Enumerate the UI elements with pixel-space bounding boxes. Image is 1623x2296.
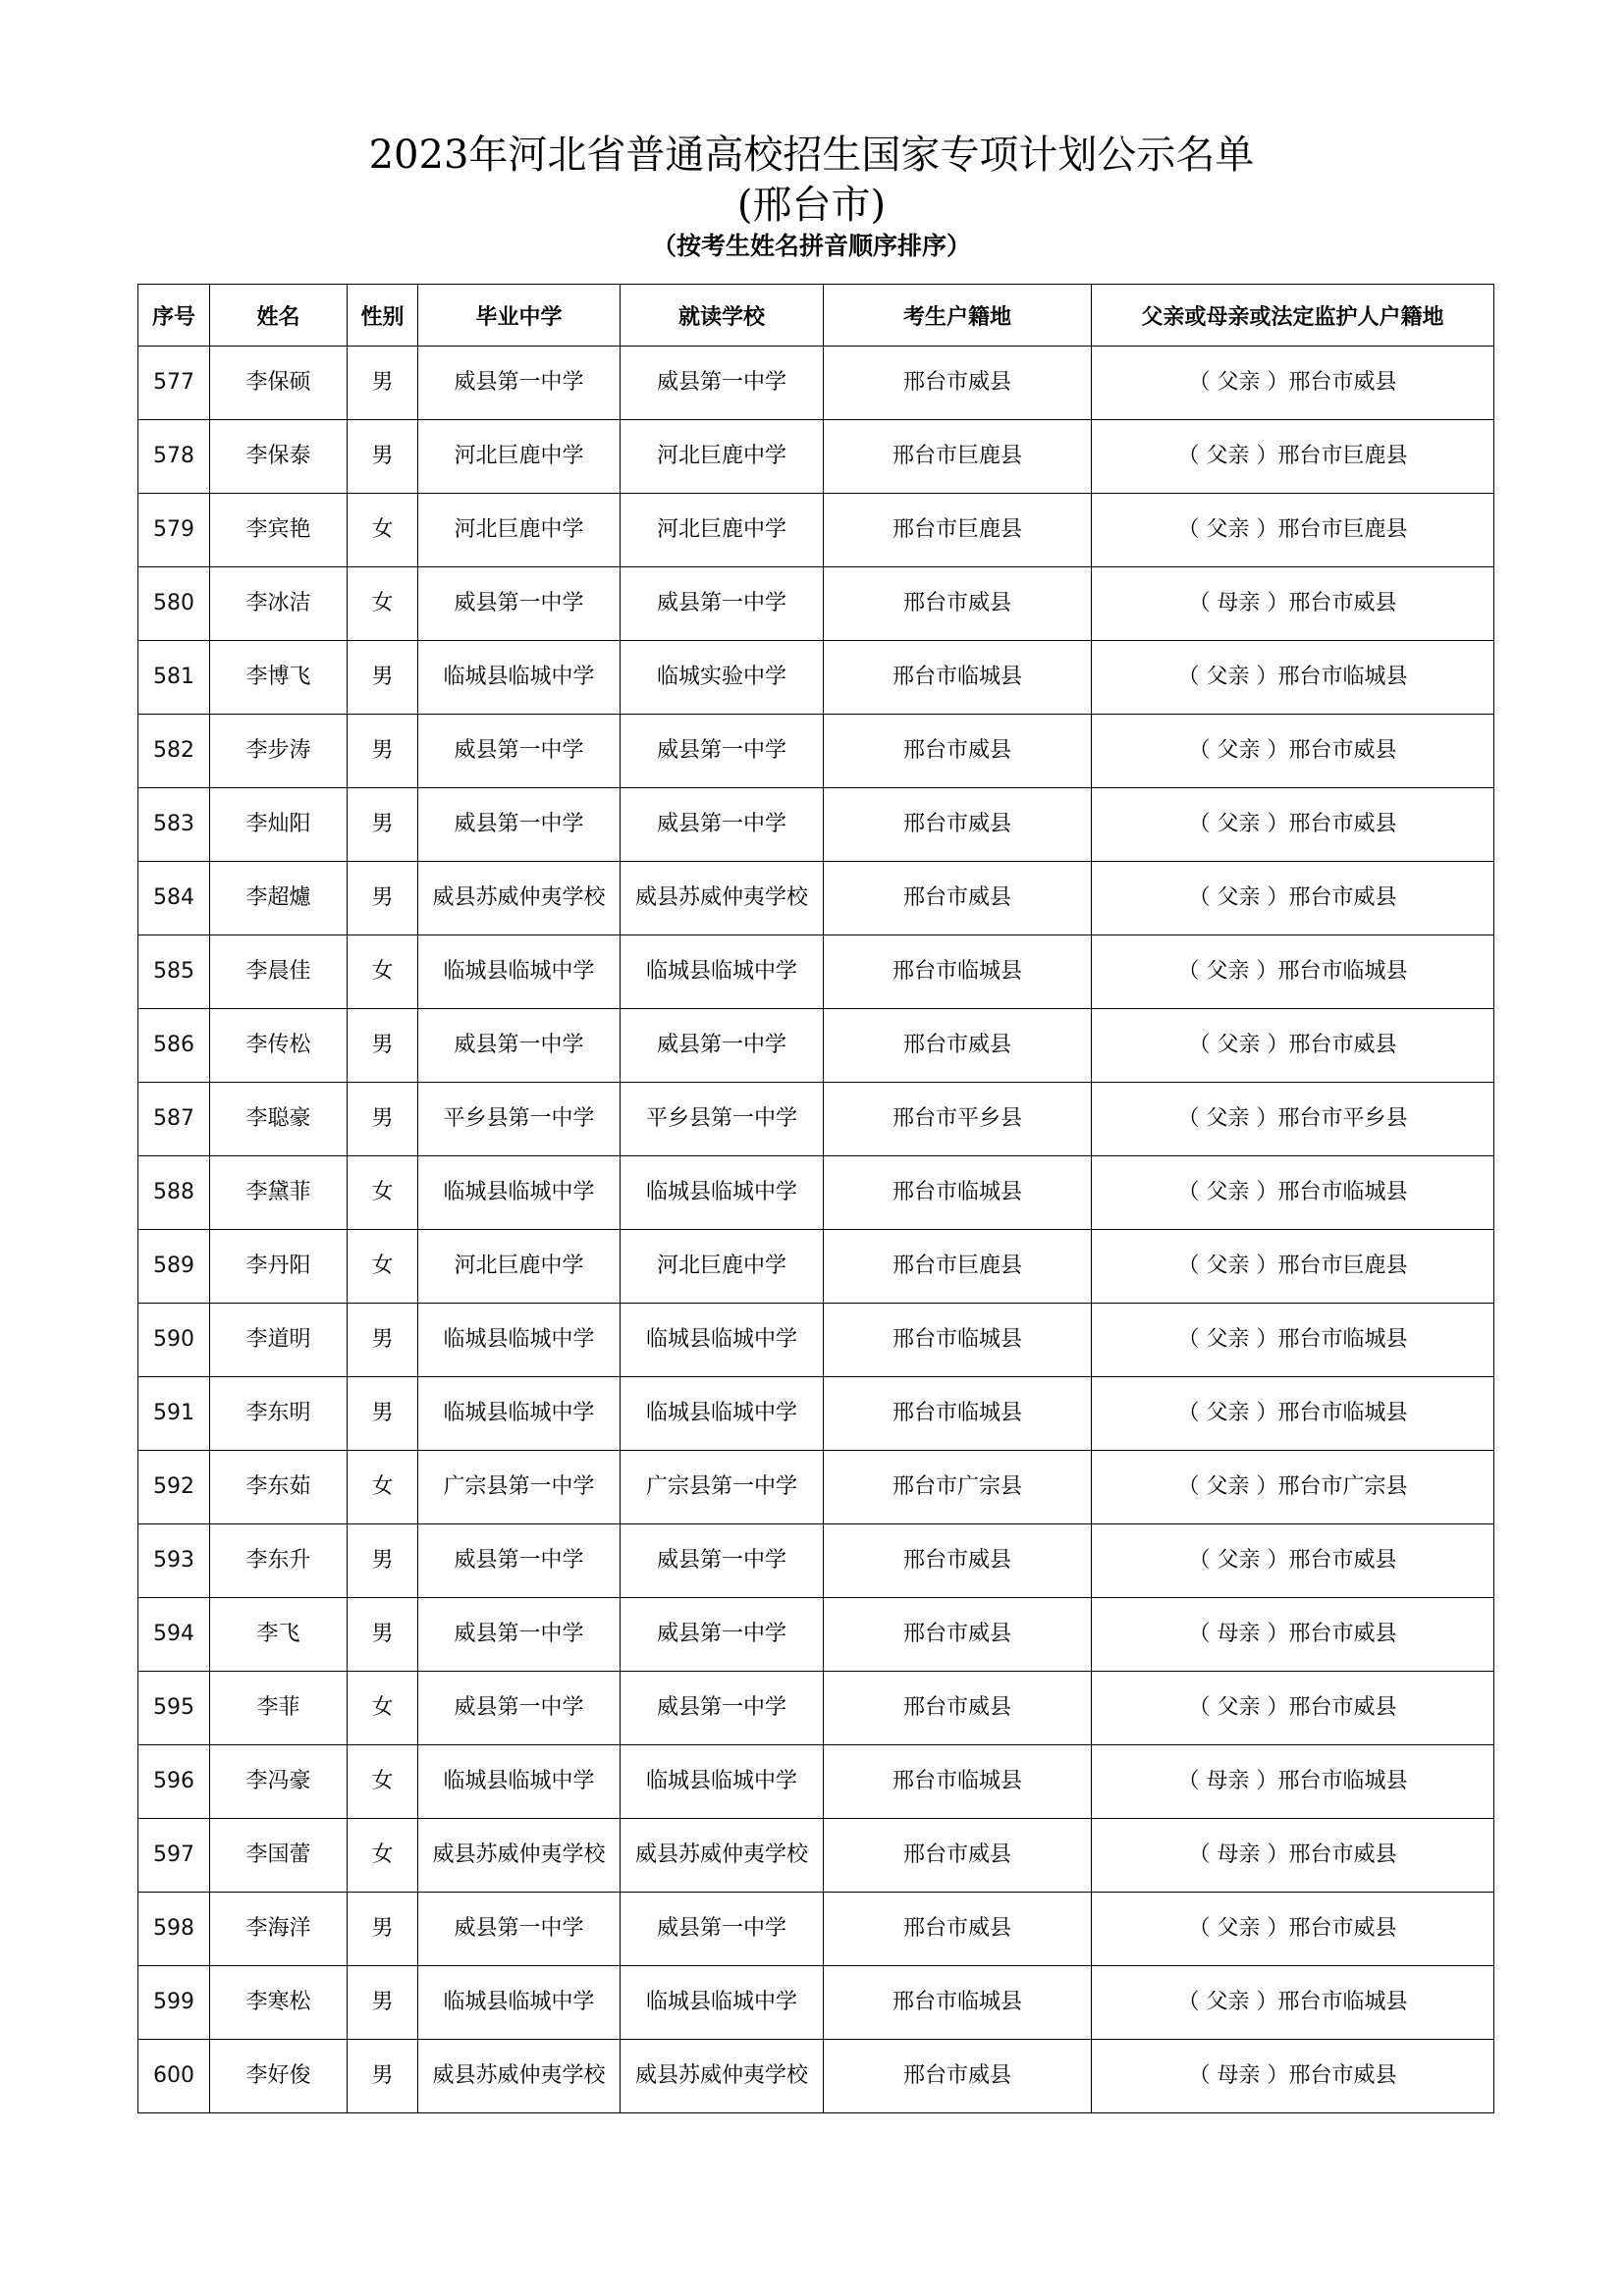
- cell-gender: 女: [348, 1451, 418, 1524]
- cell-gender: 男: [348, 1598, 418, 1672]
- cell-student-hukou: 邢台市临城县: [824, 1745, 1092, 1819]
- cell-gender: 男: [348, 347, 418, 420]
- cell-graduated-school: 威县第一中学: [418, 715, 621, 788]
- cell-gender: 男: [348, 715, 418, 788]
- cell-student-hukou: 邢台市威县: [824, 1672, 1092, 1745]
- table-row: [138, 1819, 1494, 1893]
- cell-graduated-school: 威县第一中学: [418, 1524, 621, 1598]
- table-row: [138, 862, 1494, 935]
- cell-seq: 593: [138, 1524, 210, 1598]
- table-row: [138, 420, 1494, 494]
- cell-seq: 590: [138, 1304, 210, 1377]
- cell-current-school: 临城县临城中学: [621, 1377, 824, 1451]
- cell-graduated-school: 威县第一中学: [418, 1672, 621, 1745]
- cell-gender: 男: [348, 1304, 418, 1377]
- cell-gender: 男: [348, 1524, 418, 1598]
- cell-seq: 581: [138, 641, 210, 715]
- table-body: [138, 347, 1494, 2113]
- cell-graduated-school: 威县第一中学: [418, 1598, 621, 1672]
- cell-seq: 586: [138, 1009, 210, 1083]
- cell-guardian-hukou: （ 父亲 ）邢台市临城县: [1092, 935, 1494, 1009]
- table-row: [138, 1745, 1494, 1819]
- table-row: [138, 715, 1494, 788]
- cell-guardian-hukou: （ 父亲 ）邢台市威县: [1092, 347, 1494, 420]
- cell-seq: 597: [138, 1819, 210, 1893]
- cell-gender: 女: [348, 1819, 418, 1893]
- cell-graduated-school: 威县第一中学: [418, 567, 621, 641]
- cell-student-hukou: 邢台市巨鹿县: [824, 494, 1092, 567]
- cell-name: 李好俊: [210, 2040, 348, 2113]
- cell-name: 李超爈: [210, 862, 348, 935]
- table-row: [138, 2040, 1494, 2113]
- cell-seq: 578: [138, 420, 210, 494]
- cell-seq: 599: [138, 1966, 210, 2040]
- cell-student-hukou: 邢台市威县: [824, 1819, 1092, 1893]
- cell-graduated-school: 威县第一中学: [418, 347, 621, 420]
- cell-current-school: 威县苏威仲夷学校: [621, 1819, 824, 1893]
- cell-seq: 584: [138, 862, 210, 935]
- cell-graduated-school: 威县苏威仲夷学校: [418, 2040, 621, 2113]
- table-row: [138, 1009, 1494, 1083]
- cell-name: 李黛菲: [210, 1156, 348, 1230]
- cell-seq: 598: [138, 1893, 210, 1966]
- cell-name: 李博飞: [210, 641, 348, 715]
- cell-gender: 女: [348, 1156, 418, 1230]
- cell-seq: 591: [138, 1377, 210, 1451]
- cell-current-school: 河北巨鹿中学: [621, 1230, 824, 1304]
- cell-name: 李冯豪: [210, 1745, 348, 1819]
- cell-graduated-school: 临城县临城中学: [418, 1745, 621, 1819]
- cell-current-school: 威县第一中学: [621, 1009, 824, 1083]
- cell-name: 李飞: [210, 1598, 348, 1672]
- cell-seq: 592: [138, 1451, 210, 1524]
- cell-current-school: 威县第一中学: [621, 1893, 824, 1966]
- cell-student-hukou: 邢台市威县: [824, 347, 1092, 420]
- cell-current-school: 威县第一中学: [621, 1598, 824, 1672]
- cell-graduated-school: 临城县临城中学: [418, 1156, 621, 1230]
- cell-gender: 女: [348, 1672, 418, 1745]
- cell-guardian-hukou: （ 父亲 ）邢台市威县: [1092, 1893, 1494, 1966]
- cell-guardian-hukou: （ 父亲 ）邢台市临城县: [1092, 1966, 1494, 2040]
- cell-guardian-hukou: （ 父亲 ）邢台市威县: [1092, 1009, 1494, 1083]
- cell-gender: 男: [348, 2040, 418, 2113]
- cell-name: 李保泰: [210, 420, 348, 494]
- cell-guardian-hukou: （ 父亲 ）邢台市平乡县: [1092, 1083, 1494, 1156]
- cell-student-hukou: 邢台市巨鹿县: [824, 420, 1092, 494]
- cell-gender: 女: [348, 494, 418, 567]
- cell-graduated-school: 河北巨鹿中学: [418, 420, 621, 494]
- cell-student-hukou: 邢台市威县: [824, 2040, 1092, 2113]
- cell-seq: 596: [138, 1745, 210, 1819]
- table-row: [138, 1156, 1494, 1230]
- cell-gender: 女: [348, 567, 418, 641]
- cell-current-school: 威县第一中学: [621, 567, 824, 641]
- cell-graduated-school: 广宗县第一中学: [418, 1451, 621, 1524]
- cell-graduated-school: 临城县临城中学: [418, 935, 621, 1009]
- cell-guardian-hukou: （ 父亲 ）邢台市威县: [1092, 1524, 1494, 1598]
- cell-graduated-school: 临城县临城中学: [418, 1966, 621, 2040]
- table-row: [138, 788, 1494, 862]
- cell-seq: 594: [138, 1598, 210, 1672]
- cell-guardian-hukou: （ 父亲 ）邢台市临城县: [1092, 1377, 1494, 1451]
- cell-seq: 595: [138, 1672, 210, 1745]
- cell-graduated-school: 临城县临城中学: [418, 1304, 621, 1377]
- cell-student-hukou: 邢台市临城县: [824, 1304, 1092, 1377]
- cell-graduated-school: 临城县临城中学: [418, 641, 621, 715]
- page-subtitle: (邢台市): [736, 183, 887, 228]
- cell-gender: 男: [348, 420, 418, 494]
- cell-seq: 585: [138, 935, 210, 1009]
- cell-graduated-school: 威县苏威仲夷学校: [418, 862, 621, 935]
- cell-name: 李道明: [210, 1304, 348, 1377]
- cell-student-hukou: 邢台市威县: [824, 567, 1092, 641]
- cell-guardian-hukou: （ 父亲 ）邢台市威县: [1092, 862, 1494, 935]
- cell-guardian-hukou: （ 父亲 ）邢台市临城县: [1092, 641, 1494, 715]
- cell-gender: 男: [348, 1966, 418, 2040]
- cell-gender: 男: [348, 862, 418, 935]
- cell-name: 李海洋: [210, 1893, 348, 1966]
- cell-current-school: 威县第一中学: [621, 1524, 824, 1598]
- table-row: [138, 1598, 1494, 1672]
- cell-gender: 男: [348, 788, 418, 862]
- cell-guardian-hukou: （ 母亲 ）邢台市威县: [1092, 2040, 1494, 2113]
- cell-current-school: 平乡县第一中学: [621, 1083, 824, 1156]
- table-row: [138, 1672, 1494, 1745]
- cell-guardian-hukou: （ 父亲 ）邢台市临城县: [1092, 1304, 1494, 1377]
- table-row: [138, 347, 1494, 420]
- cell-current-school: 广宗县第一中学: [621, 1451, 824, 1524]
- roster-table: [137, 284, 1494, 2113]
- cell-guardian-hukou: （ 母亲 ）邢台市威县: [1092, 567, 1494, 641]
- table-row: [138, 1230, 1494, 1304]
- header-seq: 序号: [138, 285, 210, 347]
- cell-name: 李东升: [210, 1524, 348, 1598]
- cell-seq: 589: [138, 1230, 210, 1304]
- cell-gender: 男: [348, 1893, 418, 1966]
- cell-student-hukou: 邢台市广宗县: [824, 1451, 1092, 1524]
- cell-seq: 582: [138, 715, 210, 788]
- cell-current-school: 威县苏威仲夷学校: [621, 862, 824, 935]
- table-row: [138, 1893, 1494, 1966]
- cell-graduated-school: 威县苏威仲夷学校: [418, 1819, 621, 1893]
- header-current-school: 就读学校: [621, 285, 824, 347]
- header-graduated-school: 毕业中学: [418, 285, 621, 347]
- table-row: [138, 1377, 1494, 1451]
- cell-student-hukou: 邢台市威县: [824, 1009, 1092, 1083]
- cell-student-hukou: 邢台市威县: [824, 1893, 1092, 1966]
- cell-student-hukou: 邢台市临城县: [824, 935, 1092, 1009]
- cell-seq: 588: [138, 1156, 210, 1230]
- cell-name: 李东明: [210, 1377, 348, 1451]
- cell-student-hukou: 邢台市威县: [824, 1524, 1092, 1598]
- cell-current-school: 威县第一中学: [621, 715, 824, 788]
- cell-name: 李国蕾: [210, 1819, 348, 1893]
- page-title: 2023年河北省普通高校招生国家专项计划公示名单: [368, 133, 1255, 178]
- cell-name: 李晨佳: [210, 935, 348, 1009]
- cell-student-hukou: 邢台市威县: [824, 715, 1092, 788]
- table-row: [138, 1524, 1494, 1598]
- table-row: [138, 641, 1494, 715]
- cell-student-hukou: 邢台市临城县: [824, 1377, 1092, 1451]
- cell-gender: 女: [348, 1745, 418, 1819]
- cell-graduated-school: 威县第一中学: [418, 1009, 621, 1083]
- cell-student-hukou: 邢台市巨鹿县: [824, 1230, 1092, 1304]
- header-gender: 性别: [348, 285, 418, 347]
- header-row: [138, 285, 1494, 347]
- cell-current-school: 临城县临城中学: [621, 1156, 824, 1230]
- cell-current-school: 临城县临城中学: [621, 1745, 824, 1819]
- cell-guardian-hukou: （ 母亲 ）邢台市临城县: [1092, 1745, 1494, 1819]
- table-row: [138, 1083, 1494, 1156]
- cell-current-school: 临城实验中学: [621, 641, 824, 715]
- cell-student-hukou: 邢台市威县: [824, 788, 1092, 862]
- cell-seq: 577: [138, 347, 210, 420]
- cell-graduated-school: 威县第一中学: [418, 1893, 621, 1966]
- cell-graduated-school: 威县第一中学: [418, 788, 621, 862]
- table-row: [138, 1451, 1494, 1524]
- cell-guardian-hukou: （ 母亲 ）邢台市威县: [1092, 1598, 1494, 1672]
- cell-gender: 男: [348, 1083, 418, 1156]
- cell-seq: 583: [138, 788, 210, 862]
- cell-guardian-hukou: （ 父亲 ）邢台市威县: [1092, 1672, 1494, 1745]
- cell-student-hukou: 邢台市临城县: [824, 1156, 1092, 1230]
- cell-graduated-school: 平乡县第一中学: [418, 1083, 621, 1156]
- cell-gender: 男: [348, 1009, 418, 1083]
- cell-guardian-hukou: （ 父亲 ）邢台市巨鹿县: [1092, 1230, 1494, 1304]
- table-row: [138, 1304, 1494, 1377]
- table-row: [138, 1966, 1494, 2040]
- cell-gender: 女: [348, 935, 418, 1009]
- cell-student-hukou: 邢台市临城县: [824, 1966, 1092, 2040]
- header-student-hukou: 考生户籍地: [824, 285, 1092, 347]
- cell-name: 李丹阳: [210, 1230, 348, 1304]
- cell-student-hukou: 邢台市威县: [824, 862, 1092, 935]
- sort-note: （按考生姓名拼音顺序排序）: [651, 232, 971, 260]
- cell-student-hukou: 邢台市临城县: [824, 641, 1092, 715]
- cell-guardian-hukou: （ 父亲 ）邢台市威县: [1092, 788, 1494, 862]
- header-guardian-hukou: 父亲或母亲或法定监护人户籍地: [1092, 285, 1494, 347]
- cell-gender: 男: [348, 641, 418, 715]
- cell-name: 李寒松: [210, 1966, 348, 2040]
- cell-graduated-school: 河北巨鹿中学: [418, 1230, 621, 1304]
- cell-student-hukou: 邢台市威县: [824, 1598, 1092, 1672]
- cell-current-school: 河北巨鹿中学: [621, 420, 824, 494]
- cell-guardian-hukou: （ 父亲 ）邢台市巨鹿县: [1092, 420, 1494, 494]
- cell-seq: 579: [138, 494, 210, 567]
- cell-graduated-school: 河北巨鹿中学: [418, 494, 621, 567]
- cell-gender: 女: [348, 1230, 418, 1304]
- cell-name: 李保硕: [210, 347, 348, 420]
- cell-name: 李宾艳: [210, 494, 348, 567]
- table-row: [138, 494, 1494, 567]
- table-row: [138, 935, 1494, 1009]
- cell-name: 李聪豪: [210, 1083, 348, 1156]
- cell-current-school: 威县第一中学: [621, 347, 824, 420]
- cell-name: 李东茹: [210, 1451, 348, 1524]
- table-header: [138, 285, 1494, 347]
- cell-current-school: 威县第一中学: [621, 1672, 824, 1745]
- cell-gender: 男: [348, 1377, 418, 1451]
- cell-seq: 580: [138, 567, 210, 641]
- cell-guardian-hukou: （ 母亲 ）邢台市威县: [1092, 1819, 1494, 1893]
- cell-guardian-hukou: （ 父亲 ）邢台市广宗县: [1092, 1451, 1494, 1524]
- cell-graduated-school: 临城县临城中学: [418, 1377, 621, 1451]
- cell-student-hukou: 邢台市平乡县: [824, 1083, 1092, 1156]
- cell-name: 李传松: [210, 1009, 348, 1083]
- cell-name: 李步涛: [210, 715, 348, 788]
- cell-guardian-hukou: （ 父亲 ）邢台市临城县: [1092, 1156, 1494, 1230]
- cell-name: 李灿阳: [210, 788, 348, 862]
- cell-seq: 600: [138, 2040, 210, 2113]
- cell-current-school: 河北巨鹿中学: [621, 494, 824, 567]
- cell-name: 李菲: [210, 1672, 348, 1745]
- cell-current-school: 临城县临城中学: [621, 1304, 824, 1377]
- cell-name: 李冰洁: [210, 567, 348, 641]
- cell-current-school: 威县苏威仲夷学校: [621, 2040, 824, 2113]
- header-name: 姓名: [210, 285, 348, 347]
- cell-guardian-hukou: （ 父亲 ）邢台市巨鹿县: [1092, 494, 1494, 567]
- cell-current-school: 临城县临城中学: [621, 1966, 824, 2040]
- cell-guardian-hukou: （ 父亲 ）邢台市威县: [1092, 715, 1494, 788]
- cell-seq: 587: [138, 1083, 210, 1156]
- cell-current-school: 临城县临城中学: [621, 935, 824, 1009]
- table-row: [138, 567, 1494, 641]
- cell-current-school: 威县第一中学: [621, 788, 824, 862]
